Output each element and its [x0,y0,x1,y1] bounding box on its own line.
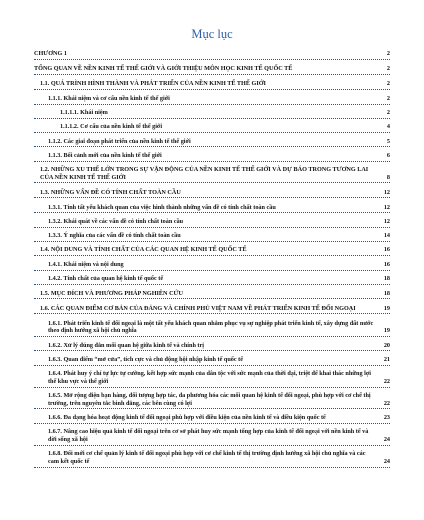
toc-entry-text: 1.3.1. Tính tất yếu khách quan của việc hình thành những vấn đề có tính chất toàn cầu [48,203,276,211]
toc-entry-page-number: 8 [386,173,390,181]
toc-entry-page-number: 2 [386,109,390,117]
toc-entry-page-number: 18 [383,289,390,297]
toc-entry[interactable] [34,218,390,228]
toc-entry-text: 1.4.1. Khái niệm và nội dung [48,261,124,269]
toc-entry[interactable] [34,370,390,388]
toc-entry-page-number: 20 [383,341,390,349]
toc-entry-text: 1.3.3. Ý nghĩa của các vấn đề có tính chất toàn cầu [48,232,181,240]
toc-entry-page-number: 12 [383,217,390,225]
toc-entry-text: 1.1. QUÁ TRÌNH HÌNH THÀNH VÀ PHÁT TRIỂN CỦA NỀN KINH TẾ THẾ GIỚI [40,79,266,87]
toc-entry-text: 1.5. MỤC ĐÍCH VÀ PHƯƠNG PHÁP NGHIÊN CỨU [40,289,183,297]
toc-entry-page-number: 24 [383,435,390,443]
toc-entry-text: 1.1.2. Các giai đoạn phát triển của nền kinh tế thế giới [48,137,191,145]
toc-entry-page-number: 24 [383,457,390,465]
toc-entry[interactable] [34,189,390,199]
toc-entry-page-number: 4 [386,123,390,131]
toc-entry[interactable] [34,95,390,105]
toc-entry[interactable] [34,138,390,148]
toc-entry[interactable] [34,305,390,315]
toc-entry-page-number: 5 [386,137,390,145]
toc-entry-page-number: 18 [383,275,390,283]
toc-entry-text: 1.3. NHỮNG VẤN ĐỀ CÓ TÍNH CHẤT TOÀN CẦU [40,188,181,196]
toc-entry-text: 1.1.1.1. Khái niệm [60,109,108,117]
toc-entry-text: 1.6.6. Đa dạng hóa hoạt động kinh tế đối ngoại phù hợp với điều kiện của nền kinh tế và điều kiện quốc tế [48,413,326,421]
toc-entry-page-number: 2 [386,50,390,57]
toc-entry-page-number: 19 [383,327,390,335]
toc-entry-text: 1.3.2. Khái quát về các vấn đề có tính chất toàn cầu [48,217,184,225]
toc-entry-text: 1.1.1. Khái niệm và cơ cấu nền kinh tế thế giới [48,94,170,102]
toc-entry-text: CHƯƠNG 1 [34,50,67,57]
toc-entry-page-number: 23 [383,413,390,421]
toc-entry-page-number: 22 [383,377,390,385]
toc-entry-page-number: 12 [383,188,390,196]
toc-entry-text: 1.6.4. Phát huy ý chí tự lực tự cường, kết hợp sức mạnh của dân tộc với sức mạnh của thời đại, triệt để khai thác những lợi thế khu vực và thế giới [48,369,371,385]
toc-entry-page-number: 2 [386,79,390,87]
toc-entry-text: 1.6.2. Xử lý đúng đắn mối quan hệ giữa kinh tế và chính trị [48,341,204,349]
toc-entry[interactable] [34,109,390,119]
toc-entry[interactable] [34,261,390,271]
toc-entry[interactable] [34,123,390,133]
toc-entry[interactable] [34,428,390,446]
toc-entry[interactable] [34,320,390,338]
toc-entry-page-number: 12 [383,203,390,211]
toc-entry-page-number: 16 [383,246,390,254]
toc-entry[interactable] [34,275,390,285]
toc-entry[interactable] [34,232,390,242]
toc-entry[interactable] [34,356,390,366]
toc-entry-text: 1.4.2. Tính chất của quan hệ kinh tế quốc tế [48,275,164,283]
toc-entry-page-number: 2 [386,64,390,72]
toc-entry[interactable] [34,50,390,60]
page-title: Mục lục [191,27,233,41]
toc-entry-text: 1.2. NHỮNG XU THẾ LỚN TRONG SỰ VẬN ĐỘNG CỦA NỀN KINH TẾ THẾ GIỚI VÀ DỰ BÁO TRONG TƯƠNG LAI CỦA NỀN KINH TẾ THẾ GIỚI [40,165,369,181]
toc-entry-text: 1.1.3. Bối cảnh mới của nền kinh tế thế giới [48,151,162,159]
toc-entry-page-number: 14 [383,232,390,240]
toc-entry-page-number: 2 [386,94,390,102]
table-of-contents [34,50,390,472]
toc-entry[interactable] [34,290,390,300]
toc-entry[interactable] [34,392,390,410]
toc-entry-text: 1.6.7. Nâng cao hiệu quả kinh tế đối ngoại trên cơ sở phát huy sức mạnh tổng hợp của kinh tế đối ngoại với nền kinh tế và đời sống xã hội [48,428,369,443]
toc-entry-text: 1.1.1.2. Cơ cấu của nền kinh tế thế giới [60,123,163,131]
toc-entry[interactable] [34,152,390,162]
toc-entry-page-number: 21 [383,355,390,363]
toc-entry[interactable] [34,450,390,468]
toc-entry-text: 1.6.8. Đổi mới cơ chế quản lý kinh tế đối ngoại phù hợp với cơ chế kinh tế thị trường định hướng xã hội chủ nghĩa và các cam kết quốc tế [48,450,366,465]
toc-entry-text: 1.6.5. Mở rộng điện bạn hàng, đối tượng hợp tác, đa phương hóa các mối quan hệ kinh tế đối ngoại, phù hợp với cơ chế thị trường, trên nguyên tắc bình đẳng, các bên cùng có lợi [48,391,371,407]
toc-entry-page-number: 19 [383,304,390,312]
toc-entry[interactable] [34,342,390,352]
toc-entry[interactable] [34,65,390,75]
toc-entry[interactable] [34,80,390,90]
toc-entry-page-number: 6 [386,151,390,159]
toc-entry-text: 1.6.1. Phát triển kinh tế đối ngoại là một tất yếu khách quan nhằm phục vụ sự nghiệp phát triển kinh tế, xây dựng đất nước theo định hướng xã hội chủ nghĩa [48,319,374,335]
toc-entry[interactable] [34,204,390,214]
toc-entry-page-number: 22 [383,399,390,407]
toc-entry-text: TỔNG QUAN VỀ NỀN KINH TẾ THẾ GIỚI VÀ GIỚI THIỆU MÔN HỌC KINH TẾ QUỐC TẾ [34,64,293,72]
toc-entry-page-number: 16 [383,261,390,269]
toc-entry-text: 1.6.3. Quan điểm “mở cửa”, tích cực và chủ động hội nhập kinh tế quốc tế [48,355,243,363]
toc-entry-text: 1.4. NỘI DUNG VÀ TÍNH CHẤT CỦA CÁC QUAN HỆ KINH TẾ QUỐC TẾ [40,246,247,254]
toc-entry[interactable] [34,246,390,256]
toc-entry[interactable] [34,414,390,424]
toc-entry-text: 1.6. CÁC QUAN ĐIỂM CƠ BẢN CỦA ĐẢNG VÀ CHÍNH PHỦ VIỆT NAM VỀ PHÁT TRIỂN KINH TẾ ĐỐI NGOẠI [40,304,356,312]
toc-entry[interactable] [34,166,390,184]
